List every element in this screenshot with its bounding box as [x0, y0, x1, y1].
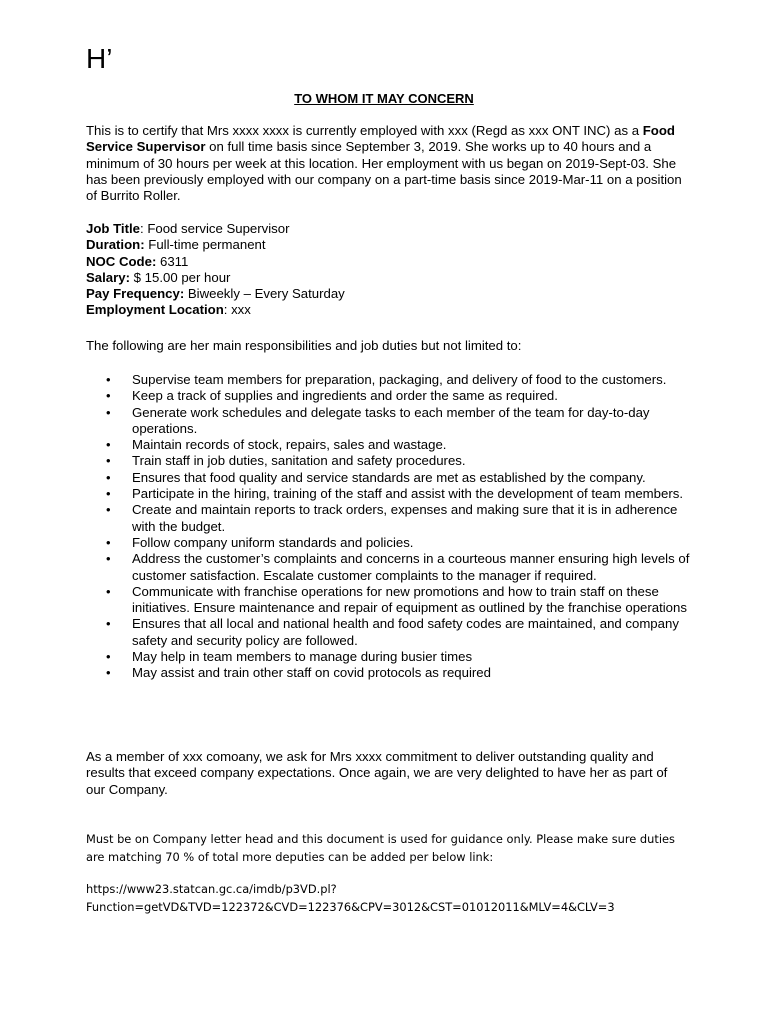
detail-value: Food service Supervisor: [147, 221, 290, 236]
list-item: • Supervise team members for preparation, packaging, and delivery of food to the customers.: [106, 372, 667, 387]
detail-duration: [86, 237, 686, 253]
intro-text-1: This is to certify that Mrs xxxx xxxx is currently employed with xxx (Regd as xxx ONT INC) as a: [86, 123, 643, 138]
detail-job-title: Job Title: Food service Supervisor: [86, 221, 290, 236]
duties-intro: The following are her main responsibilities and job duties but not limited to:: [86, 338, 522, 353]
bullet-icon: •: [106, 372, 111, 387]
letterhead-mark: H’: [86, 43, 113, 74]
reference-link-line-1[interactable]: https://www23.statcan.gc.ca/imdb/p3VD.pl?: [86, 882, 337, 896]
list-item: • Ensures that all local and national health and food safety codes are maintained, and company safety and security policy are followed.: [106, 616, 679, 648]
bullet-icon: •: [106, 649, 111, 665]
bullet-icon: •: [106, 388, 111, 404]
detail-salary: [86, 270, 686, 286]
detail-label: Employment Location: [86, 302, 224, 318]
bullet-icon: •: [106, 502, 111, 518]
detail-value: Biweekly – Every Saturday: [187, 286, 345, 302]
detail-value: xxx: [231, 302, 251, 318]
list-item: • May assist and train other staff on covid protocols as required: [106, 665, 491, 681]
bullet-icon: •: [106, 583, 111, 599]
list-item: • Create and maintain reports to track orders, expenses and making sure that it is in adherence with the budget.: [106, 502, 678, 534]
list-item: • May help in team members to manage during busier times: [106, 649, 473, 665]
letter-heading: TO WHOM IT MAY CONCERN: [294, 91, 474, 106]
list-item: • Participate in the hiring, training of the staff and assist with the development of team members.: [106, 486, 683, 502]
bullet-icon: •: [106, 404, 111, 420]
closing-paragraph: As a member of xxx comoany, we ask for Mrs xxxx commitment to deliver outstanding quality and results that exceed company expectations. Once again, we are very delighted to have her as part of our Company.: [86, 749, 668, 797]
bullet-icon: •: [106, 551, 111, 567]
list-item: • Follow company uniform standards and policies.: [106, 534, 414, 550]
list-item: • Generate work schedules and delegate tasks to each member of the team for day-to-day operations.: [106, 404, 650, 436]
detail-label: Pay Frequency:: [86, 286, 185, 302]
detail-value: Full-time permanent: [148, 237, 266, 253]
intro-paragraph: [86, 123, 686, 204]
bullet-icon: •: [106, 616, 111, 632]
detail-employment-location: Employment Location: xxx: [86, 302, 251, 318]
list-item: • Train staff in job duties, sanitation and safety procedures.: [106, 453, 466, 469]
detail-label: Job Title: [86, 221, 140, 236]
bullet-icon: •: [106, 469, 111, 485]
duties-list: [104, 372, 694, 682]
list-item: • Ensures that food quality and service standards are met as established by the company.: [106, 469, 646, 485]
list-item: • Keep a track of supplies and ingredients and order the same as required.: [106, 388, 558, 404]
detail-label: Duration:: [86, 237, 145, 253]
intro-position-title: Food Service Supervisor: [86, 123, 675, 155]
detail-value: $ 15.00 per hour: [133, 269, 231, 285]
guidance-note: Must be on Company letter head and this document is used for guidance only. Please make sure duties are matching 70 % of total more deputies can be added per below link:: [86, 832, 675, 864]
detail-value: 6311: [160, 253, 189, 269]
detail-noc-code: [86, 254, 686, 270]
bullet-icon: •: [106, 665, 111, 681]
employment-details: [86, 221, 686, 319]
bullet-icon: •: [106, 534, 111, 550]
reference-link[interactable]: [86, 880, 696, 916]
detail-label: Salary:: [86, 269, 130, 285]
bullet-icon: •: [106, 486, 111, 502]
detail-label: NOC Code:: [86, 253, 157, 269]
bullet-icon: •: [106, 437, 111, 453]
intro-text-2: on full time basis since September 3, 2019. She works up to 40 hours and a minimum of 30 hours per week at this location. Her employment with us began on 2019-Sept-03. She has been previously employed with our company on a part-time basis since 2019-Mar-11 on a position of Burrito Roller.: [86, 139, 682, 204]
list-item: • Address the customer’s complaints and concerns in a courteous manner ensuring high levels of customer satisfaction. Escalate customer complaints to the manager if required.: [106, 551, 690, 583]
list-item: • Communicate with franchise operations for new promotions and how to train staff on these initiatives. Ensure maintenance and repair of equipment as outlined by the franchise operations: [106, 583, 687, 616]
detail-pay-frequency: [86, 286, 686, 302]
list-item: • Maintain records of stock, repairs, sales and wastage.: [106, 437, 447, 453]
reference-link-line-2[interactable]: Function=getVD&TVD=122372&CVD=122376&CPV=3012&CST=01012011&MLV=4&CLV=3: [86, 900, 615, 914]
bullet-icon: •: [106, 453, 111, 469]
